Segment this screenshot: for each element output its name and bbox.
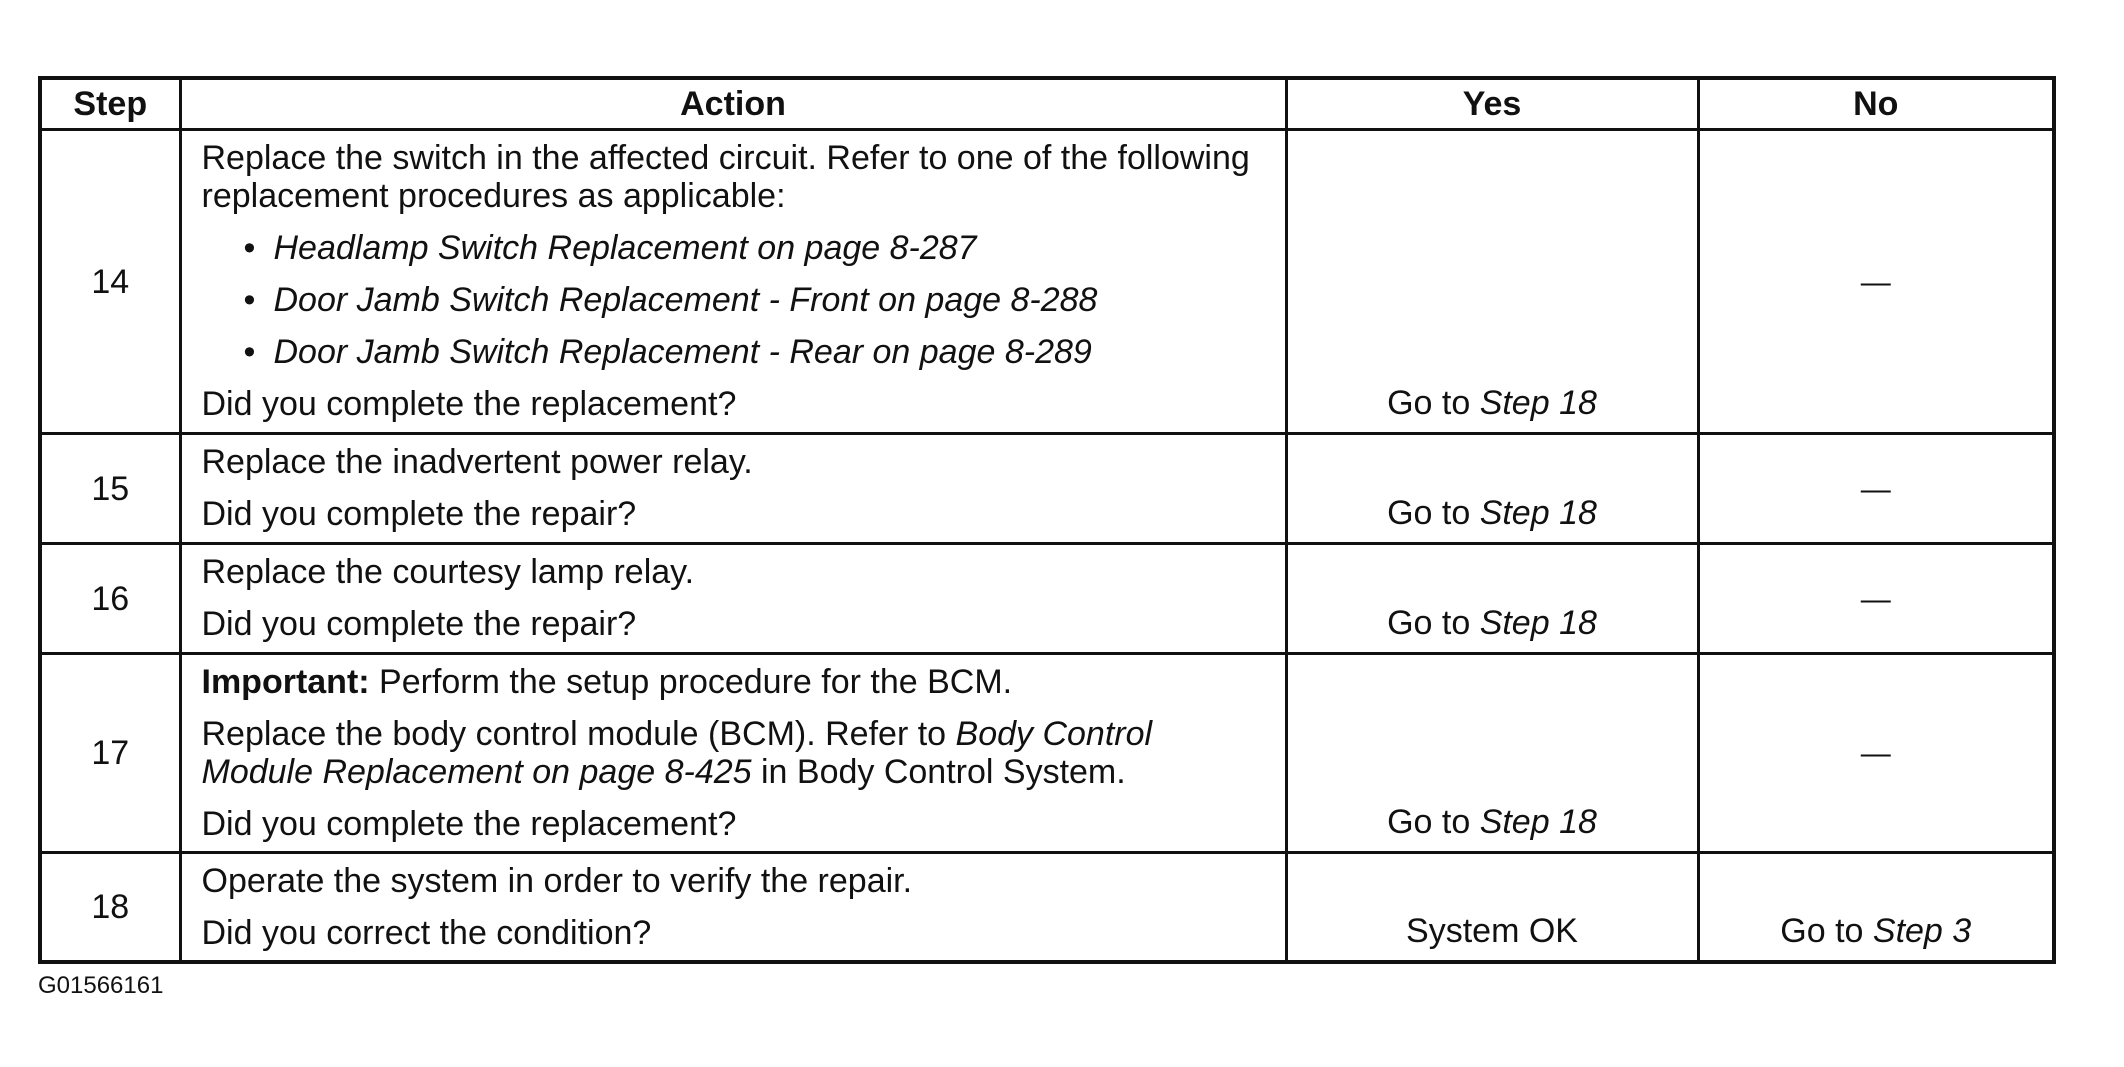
action-text: Replace the switch in the affected circuit. Refer to one of the following replacement procedures as applicable: (201, 139, 1250, 215)
important-text: Perform the setup procedure for the BCM. (369, 663, 1013, 701)
yes-prefix: Go to (1387, 384, 1480, 422)
step-number: 15 (40, 434, 180, 544)
step-link[interactable]: Step 18 (1479, 604, 1597, 642)
procedure-reference[interactable]: • Door Jamb Switch Replacement - Rear on page 8-289 (242, 333, 1271, 371)
action-cell (180, 130, 1286, 434)
no-cell (1698, 130, 2054, 434)
action-text: Replace the courtesy lamp relay. (201, 553, 695, 591)
action-prefix: Replace the body control module (BCM). Refer to (201, 715, 956, 753)
diagnostic-table (38, 76, 2056, 964)
step-number: 14 (40, 130, 180, 434)
yes-cell (1286, 434, 1698, 544)
procedure-list (202, 229, 1271, 371)
step-link[interactable]: Step 3 (1872, 912, 1972, 950)
yes-prefix: Go to (1387, 604, 1480, 642)
figure-id: G01566161 (38, 972, 164, 999)
yes-prefix: Go to (1387, 803, 1480, 841)
header-no: No (1698, 78, 2054, 130)
action-text (202, 715, 1271, 791)
action-cell (180, 544, 1286, 654)
step-number: 17 (40, 654, 180, 853)
yes-cell (1286, 130, 1698, 434)
no-cell (1698, 654, 2054, 853)
table-row (40, 544, 2054, 654)
step-number: 16 (40, 544, 180, 654)
action-text: Replace the inadvertent power relay. (201, 443, 753, 481)
step-number: 18 (40, 853, 180, 963)
important-label: Important: (201, 663, 370, 701)
action-suffix: in Body Control System. (751, 753, 1126, 791)
no-cell (1698, 434, 2054, 544)
action-question: Did you complete the replacement? (201, 805, 737, 843)
action-question: Did you complete the replacement? (201, 385, 737, 423)
table-row (40, 434, 2054, 544)
header-row (40, 78, 2054, 130)
no-cell (1698, 853, 2054, 963)
no-prefix: Go to (1780, 912, 1873, 950)
no-value: — (1860, 472, 1891, 506)
header-step: Step (40, 78, 180, 130)
no-value: — (1860, 737, 1891, 770)
table-row (40, 654, 2054, 853)
action-cell (180, 434, 1286, 544)
procedure-reference[interactable]: • Door Jamb Switch Replacement - Front on page 8-288 (242, 281, 1271, 319)
yes-cell (1286, 654, 1698, 853)
no-value: — (1860, 582, 1891, 616)
procedure-reference[interactable]: Body Control Module Replacement on page 8-425 (201, 715, 1153, 791)
no-value: — (1860, 265, 1891, 299)
yes-cell (1286, 544, 1698, 654)
action-cell (180, 853, 1286, 963)
yes-cell (1286, 853, 1698, 963)
table-row (40, 853, 2054, 963)
table-row (40, 130, 2054, 434)
no-cell (1698, 544, 2054, 654)
procedure-reference[interactable]: • Headlamp Switch Replacement on page 8-287 (242, 229, 1271, 267)
action-question: Did you complete the repair? (201, 495, 637, 533)
action-cell (180, 654, 1286, 853)
step-link[interactable]: Step 18 (1479, 384, 1597, 422)
action-question: Did you complete the repair? (201, 605, 637, 643)
step-link[interactable]: Step 18 (1479, 803, 1597, 841)
important-note (202, 663, 1271, 701)
yes-prefix: Go to (1387, 494, 1480, 532)
step-link[interactable]: Step 18 (1479, 494, 1597, 532)
action-question: Did you correct the condition? (201, 914, 652, 952)
yes-value: System OK (1406, 912, 1578, 950)
action-text: Operate the system in order to verify the repair. (201, 862, 913, 900)
header-action: Action (180, 78, 1286, 130)
header-yes: Yes (1286, 78, 1698, 130)
